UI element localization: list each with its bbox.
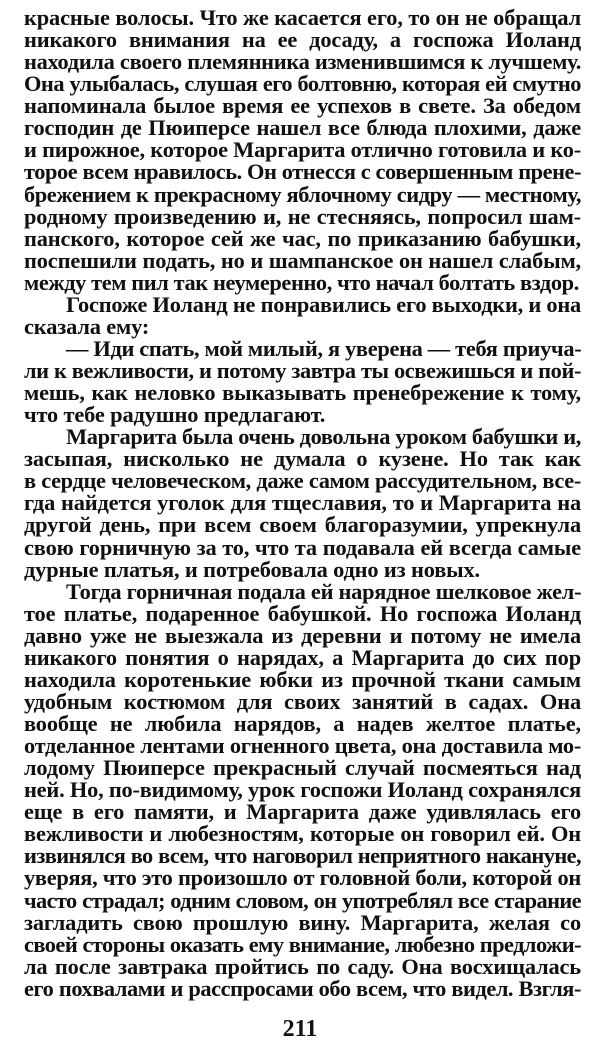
text-line: никакого понятия о нарядах, а Маргарита до сих пор [24,644,581,670]
text-line: находила своего племянника изменившимся к лучшему. [24,49,581,75]
text-line: торое всем нравилось. Он отнесся с совершенным прене- [24,159,581,185]
text-line: Она улыбалась, слушая его болтовню, которая ей смутно [24,71,581,97]
text-line: мешь, как неловко выказывать пренебрежение к тому, [24,380,581,406]
text-line: между тем пил так неумеренно, что начал болтать вздор. [24,269,579,295]
text-line: лодому Пюиперсе прекрасный случай посмеяться над [24,755,581,781]
page-number: 211 [282,1016,318,1042]
text-line: загладить свою прошлую вину. Маргарита, желая со [24,909,581,935]
text-line: напоминала былое время ее успехов в свете. За обедом [24,93,581,119]
text-line: ли к вежливости, и потому завтра ты освежишься и пой- [24,358,581,383]
text-line: гда найдется уголок для тщеславия, то и Маргарита на [24,490,581,516]
text-line: отделанное лентами огненного цвета, она доставила мо- [24,733,581,759]
text-line: господин де Пюиперсе нашел все блюда плохими, даже [24,115,581,141]
text-line: свою горничную за то, что та подавала ей всегда самые [24,534,581,560]
text-line: Маргарита была очень довольна уроком бабушки и, [66,424,581,450]
text-line: сказала ему: [24,313,150,339]
text-line: никакого внимания на ее досаду, а госпожа Иоланд [24,27,581,53]
text-line: другой день, при всем своем благоразумии, упрекнула [24,512,581,538]
text-line: брежением к прекрасному яблочному сидру — местному, [24,181,581,207]
text-line: что тебе радушно предлагают. [24,402,326,428]
text-line: ней. Но, по-видимому, урок госпожи Иоланд сохранялся [24,777,581,803]
text-line: засыпая, нисколько не думала о кузене. Но так как [24,446,581,472]
text-line: красные волосы. Что же касается его, то он не обращал [24,5,581,30]
text-line: родному произведению и, не стесняясь, попросил шам- [24,203,581,229]
book-page-text [24,7,581,1000]
text-line: Госпоже Иоланд не понравились его выходки, и она [66,291,581,317]
text-line: своей стороны оказать ему внимание, любезно предложи- [24,931,581,957]
text-line: еще в его памяти, и Маргарита даже удивлялась его [24,799,581,825]
text-line: вежливости и любезностям, которые он говорил ей. Он [24,821,581,847]
text-line: панского, которое сей же час, по приказанию бабушки, [24,225,581,251]
text-line: поспешили подать, но и шампанское он нашел слабым, [24,247,581,273]
text-line: дурные платья, и потребовала одно из новых. [24,556,480,582]
text-line: удобным костюмом для своих занятий в садах. Она [24,688,581,714]
text-line: и пирожное, которое Маргарита отлично готовила и ко- [24,137,581,163]
text-line: уверяя, что это произошло от головной боли, которой он [24,865,581,891]
text-line: Тогда горничная подала ей нарядное шелковое жел- [66,578,582,604]
text-line: в сердце человеческом, даже самом рассудительном, все- [24,468,581,494]
text-line: его похвалами и расспросами обо всем, что видел. Взгля- [24,975,581,1001]
text-line: ла после завтрака пройтись по саду. Она восхищалась [24,953,581,979]
text-line: — Иди спать, мой милый, я уверена — тебя приуча- [66,335,582,361]
text-line: часто страдал; одним словом, он употреблял все старание [24,887,581,913]
text-line: вообще не любила нарядов, а надев желтое платье, [24,711,581,736]
text-line: давно уже не выезжала из деревни и потому не имела [24,622,581,648]
text-line: находила коротенькие юбки из прочной ткани самым [24,666,581,692]
text-line: извинялся во всем, что наговорил неприятного накануне, [24,843,581,869]
text-line: тое платье, подаренное бабушкой. Но госпожа Иоланд [24,600,581,626]
